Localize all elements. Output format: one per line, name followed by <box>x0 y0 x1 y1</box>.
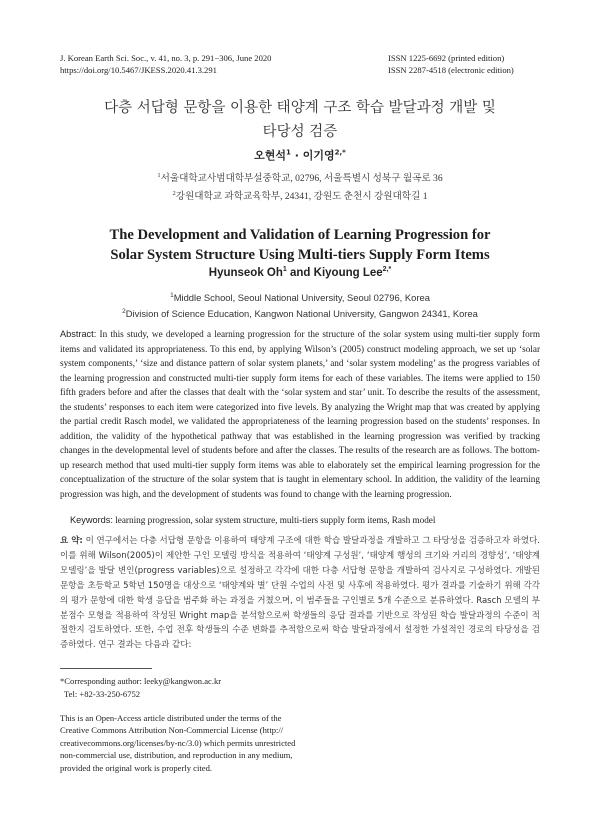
journal-citation: J. Korean Earth Sci. Soc., v. 41, no. 3, p. 291−306, June 2020 <box>60 53 272 63</box>
english-author2: Kiyoung Lee <box>313 266 383 279</box>
keywords-text: learning progression, solar system structure, multi-tiers supply form items, Rash model <box>112 515 436 525</box>
korean-authors <box>60 147 540 163</box>
korean-affil1-sup: 1 <box>157 172 161 179</box>
english-title-line1: The Development and Validation of Learning Progression for <box>109 227 491 243</box>
author-separator: · <box>290 149 303 162</box>
license-notice <box>60 712 305 774</box>
english-affil2-sup: 2 <box>122 308 126 316</box>
korean-author2-sup: 2,* <box>334 148 346 157</box>
english-author1-sup: 1 <box>282 266 287 273</box>
korean-affil1: 서울대학교사범대학부설중학교, 02796, 서울특별시 성북구 월곡로 36 <box>160 173 443 185</box>
abstract-text: In this study, we developed a learning progression for the structure of the solar system using multi-tier supply form items and validated its appropriateness. To this end, by applying Wilson’s (2005) construct modeling approach, we set up ‘solar system components,’ ‘size and distance pattern of solar system planets,’ and ‘solar system modeling’ as the progress variables of the learning progression and constructed multi-tier supply form items for each of these variables. The items were applied to 150 fifth graders before and after the classes that dealt with the ‘solar system and star’ unit. To describe the results of the assessment, the students’ responses to each item were categorized into five levels. By analyzing the Wright map that was created by applying the partial credit Rasch model, we validated the appropriateness of the learning progression based on the students’ responses. In addition, the validity of the hypothetical pathway that was established in the learning progression was verified by tracking changes in the developmental level of students before and after the classes. The results of the research are as follows. The bottom-up research method that used multi-tier supply form items was able to elaborately set the empirical learning progression for the conceptualization of the structure of the solar system that is taught in elementary school. In addition, the validity of the learning progression was high, and the development of students was found to change with the learning progression. <box>60 329 540 499</box>
korean-abstract-label: 요 약: <box>60 536 83 546</box>
english-title <box>60 225 540 265</box>
korean-affil2-sup: 2 <box>172 190 176 198</box>
footnote-divider <box>60 668 152 669</box>
english-authors <box>60 266 540 279</box>
abstract <box>60 327 540 501</box>
license-line: non-commercial use, distribution, and reproduction in any medium, <box>60 750 293 761</box>
english-title-line2: Solar System Structure Using Multi-tiers Supply Form Items <box>110 247 490 263</box>
corresponding-email: *Corresponding author: leeky@kangwon.ac.kr <box>60 676 222 686</box>
keywords-label: Keywords: <box>70 515 113 525</box>
english-author2-sup: 2,* <box>382 266 392 273</box>
korean-affil2: 강원대학교 과학교육학부, 24341, 강원도 춘천시 강원대학길 1 <box>175 191 428 203</box>
english-affil2: Division of Science Education, Kangwon National University, Gangwon 24341, Korea <box>125 308 478 320</box>
author-and: and <box>286 266 314 279</box>
abstract-label: Abstract: <box>60 329 97 339</box>
issn-header <box>388 52 514 76</box>
license-line: Creative Commons Attribution Non-Commercial License (http:// <box>60 725 284 736</box>
korean-abstract-text: 이 연구에서는 다층 서답형 문항을 이용하여 태양계 구조에 대한 학습 발달과정을 개발하고 그 타당성을 검증하고자 하였다. 이를 위해 Wilson(2005)이 제안한 구인 모델링 방식을 적용하여 ‘태양계 구성원’, ‘태양계 행성의 크기와 거리의 경향성’, ‘태양계 모델링’을 발달 변인(progress variables)으로 설정하고 각각에 대한 다층 서답형 문항을 개발하여 검사지로 구성하였다. 개발된 문항을 초등학교 5학년 150명을 대상으로 ‘태양계와 별’ 단원 수업의 사전 및 사후에 적용하였다. 평가 결과를 기술하기 위해 각각의 평가 문항에 대한 학생 응답을 범주화 하는 과정을 거쳤으며, 이 범주들을 구인별로 5개 수준으로 분류하였다. Rasch 모델의 부분점수 모형을 적용하여 작성된 Wright map을 분석함으로써 학생들의 응답 결과를 기반으로 작성된 학습 발달과정의 수준이 적절한지 검토하였다. 또한, 수업 전후 학생들의 수준 변화를 추적함으로써 학습 발달과정에서 설정한 가설적인 경로의 타당성을 검증하였다. 연구 결과는 다음과 같다: <box>60 536 540 651</box>
korean-abstract <box>60 534 540 653</box>
license-line: provided the original work is properly cited. <box>60 762 213 773</box>
korean-affiliations <box>60 168 540 204</box>
korean-title <box>60 96 540 144</box>
korean-author1: 오현석 <box>254 149 287 162</box>
korean-author1-sup: 1 <box>286 148 291 157</box>
journal-header <box>60 52 271 76</box>
license-line: creativecommons.org/licenses/by-nc/3.0) which permits unrestricted <box>60 737 296 748</box>
issn-print: ISSN 1225-6692 (printed edition) <box>388 53 505 63</box>
english-author1: Hyunseok Oh <box>208 266 283 279</box>
corresponding-author <box>60 675 221 700</box>
doi-link[interactable]: https://doi.org/10.5467/JKESS.2020.41.3.291 <box>60 65 217 75</box>
english-affiliations <box>60 289 540 321</box>
corresponding-tel: Tel: +82-33-250-6752 <box>64 688 141 699</box>
english-affil1: Middle School, Seoul National University, Seoul 02796, Korea <box>173 292 430 304</box>
english-affil1-sup: 1 <box>170 292 174 299</box>
korean-title-line1: 다층 서답형 문항을 이용한 태양계 구조 학습 발달과정 개발 및 <box>104 100 496 116</box>
korean-title-line2: 타당성 검증 <box>262 124 338 140</box>
issn-electronic: ISSN 2287-4518 (electronic edition) <box>388 65 514 75</box>
korean-author2: 이기영 <box>302 149 335 162</box>
keywords <box>70 515 540 525</box>
license-line: This is an Open-Access article distributed under the terms of the <box>60 713 282 723</box>
